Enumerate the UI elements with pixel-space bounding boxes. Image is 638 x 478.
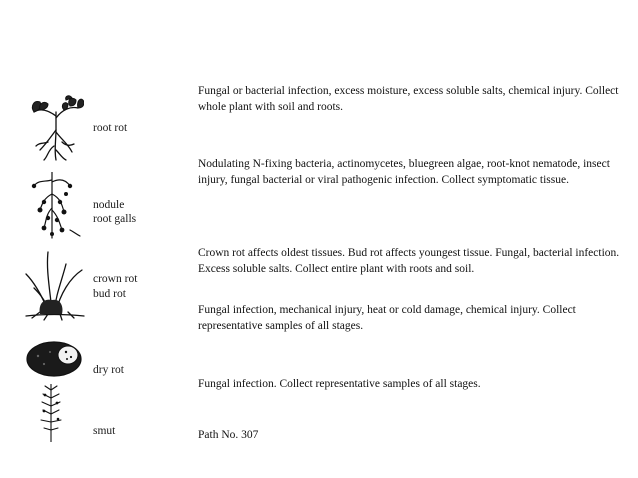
dry-rot-tuber-icon xyxy=(24,338,84,380)
smut-label: smut xyxy=(93,425,116,437)
crown-bud-rot-description: Crown rot affects oldest tissues. Bud rot affects youngest tissue. Fungal, bacterial infection. Excess soluble salts. Collect entire plant with roots and soil. xyxy=(198,247,620,275)
smut-grain-head-icon xyxy=(38,384,64,442)
nodule-root-galls-plant-icon xyxy=(30,172,86,244)
bud-rot-label: bud rot xyxy=(93,288,126,300)
crown-rot-label: crown rot xyxy=(93,273,138,285)
crown-bud-rot-plant-icon xyxy=(22,250,88,322)
smut-description: Fungal infection. Collect representative samples of all stages. xyxy=(198,378,481,390)
nodule-label: nodule xyxy=(93,199,125,211)
nodule-root-galls-description: Nodulating N-fixing bacteria, actinomycetes, bluegreen algae, root-knot nematode, insect injury, fungal bacterial or viral pathogenic infection. Collect symptomatic tissue. xyxy=(198,158,610,186)
root-rot-plant-icon xyxy=(26,94,84,164)
dry-rot-description: Fungal infection, mechanical injury, heat or cold damage, chemical injury. Collect representative samples of all stages. xyxy=(198,304,576,332)
path-number: Path No. 307 xyxy=(198,429,259,441)
root-rot-description: Fungal or bacterial infection, excess moisture, excess soluble salts, chemical injury. Collect whole plant with soil and roots. xyxy=(198,85,619,113)
root-galls-label: root galls xyxy=(93,213,137,225)
root-rot-label: root rot xyxy=(93,122,128,134)
dry-rot-label: dry rot xyxy=(93,364,124,376)
